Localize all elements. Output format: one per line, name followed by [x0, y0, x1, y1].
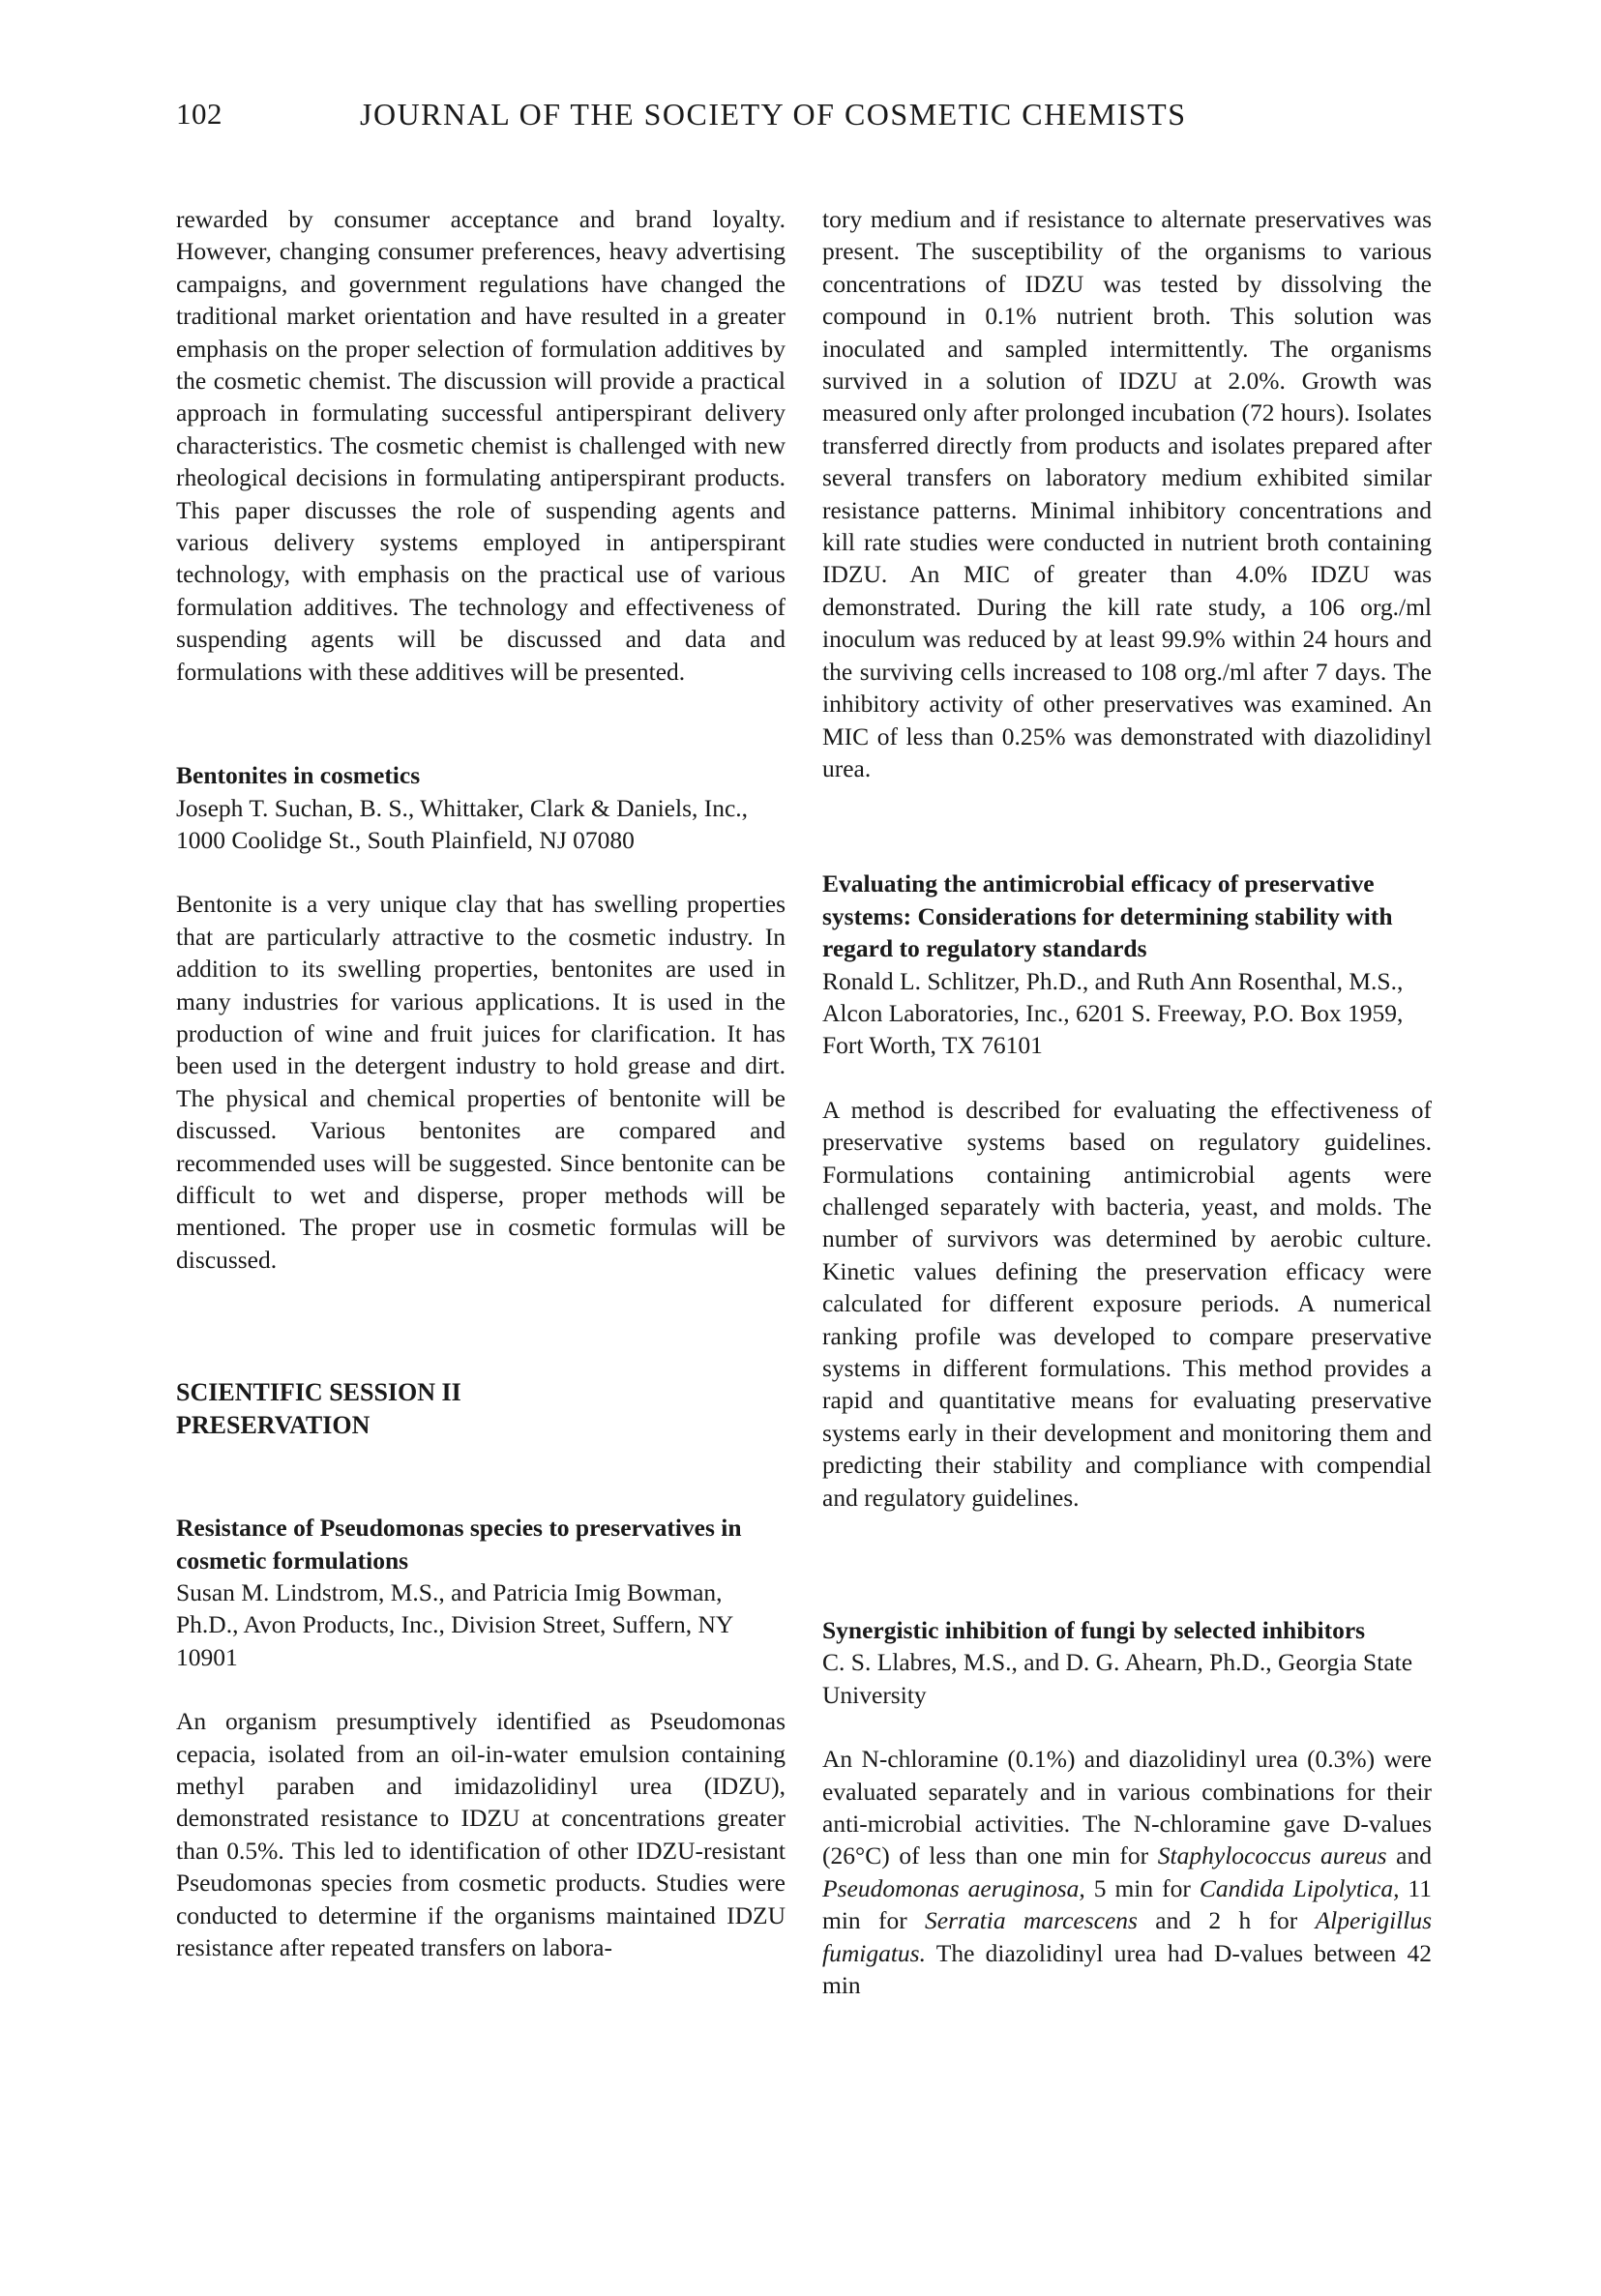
organism-name: Serratia marcescens	[925, 1906, 1138, 1935]
intro-paragraph: rewarded by consumer acceptance and brand loyalty. However, changing consumer preferences, heavy advertising campaigns, and government regulations have changed the traditional market orientation and have resulted in a greater emphasis on the proper selection of formulation additives by the cosmetic chemist. The discussion will provide a practical approach in formulating successful antiperspirant delivery characteristics. The cosmetic chemist is challenged with new rheological decisions in formulating antiperspirant products. This paper discusses the role of suspending agents and various delivery systems employed in antiperspirant technology, with emphasis on the practical use of various formulation additives. The technology and effectiveness of suspending agents will be discussed and data and formulations with these additives will be presented.	[176, 205, 786, 686]
organism-name: Pseudomonas aeruginosa,	[822, 1873, 1085, 1902]
organism-name: Candida Lipolytica,	[1199, 1873, 1400, 1902]
body-text: and 2 h for	[1137, 1906, 1316, 1935]
organism-name: Alperigillus fumigatus.	[822, 1906, 1432, 1967]
session-title-line1: SCIENTIFIC SESSION II	[176, 1378, 461, 1407]
abstract-body: A method is described for evaluating the effectiveness of preservative systems based on regulatory guidelines. Formulations containing antimicrobial agents were challenged separately with bacteria, yeast, and molds. The number of survivors was determined by aerobic culture. Kinetic values defining the preservation efficacy were calculated for different exposure periods. A numerical ranking profile was developed to compare preservative systems in different formulations. This method provides a rapid and quantitative means for evaluating preservative systems early in their development and monitoring them and predicting their stability and compliance with compendial and regulatory guidelines.	[822, 1095, 1432, 1512]
right-column	[822, 203, 1432, 2002]
abstract-body: An organism presumptively identified as Pseudomonas cepacia, isolated from an oil-in-water emulsion containing methyl paraben and imidazolidinyl urea (IDZU), demonstrated resistance to IDZU at concentrations greater than 0.5%. This led to identification of other IDZU-resistant Pseudomonas species from cosmetic products. Studies were conducted to determine if the organisms maintained IDZU resistance after repeated transfers on labora-	[176, 1707, 786, 1962]
organism-name: Staphylococcus aureus	[1157, 1841, 1387, 1870]
running-header	[176, 97, 1424, 155]
body-text: 5 min for	[1084, 1873, 1200, 1902]
bentonites-abstract	[176, 759, 786, 1276]
body-text: and	[1386, 1841, 1432, 1870]
body-text: 11 min for	[822, 1873, 1432, 1935]
body-text: An N-chloramine (0.1%) and diazolidinyl urea (0.3%) were evaluated separately and in various combinations for their anti-microbial activities. The N-chloramine gave D-values (26°C) of less than one min for	[822, 1745, 1432, 1870]
abstract-body	[822, 1743, 1432, 2001]
abstract-body: Bentonite is a very unique clay that has swelling properties that are particularly attractive to the cosmetic industry. In addition to its swelling properties, bentonites are used in many industries for various applications. It is used in the production of wine and fruit juices for clarification. It has been used in the detergent industry to hold grease and dirt. The physical and chemical properties of bentonite will be discussed. Various bentonites are compared and recommended uses will be suggested. Since bentonite can be difficult to wet and disperse, proper methods will be mentioned. The proper use in cosmetic formulas will be discussed.	[176, 890, 786, 1274]
body-text: The diazolidinyl urea had D-values between 42 min	[822, 1938, 1432, 2000]
abstract-title: Resistance of Pseudomonas species to preservatives in cosmetic formulations	[176, 1514, 742, 1575]
left-column	[176, 203, 786, 1963]
abstract-title: Synergistic inhibition of fungi by selected inhibitors	[822, 1616, 1366, 1645]
session-title-line2: PRESERVATION	[176, 1411, 371, 1440]
journal-title: JOURNAL OF THE SOCIETY OF COSMETIC CHEMISTS	[360, 97, 1187, 132]
page-number: 102	[176, 97, 222, 131]
pseudomonas-abstract	[176, 1512, 786, 1963]
synergistic-abstract	[822, 1614, 1432, 2001]
abstract-title: Bentonites in cosmetics	[176, 761, 421, 790]
abstract-authors: Joseph T. Suchan, B. S., Whittaker, Clark & Daniels, Inc., 1000 Coolidge St., South Plainfield, NJ 07080	[176, 793, 749, 854]
session-heading	[176, 1376, 786, 1442]
abstract-title: Evaluating the antimicrobial efficacy of preservative systems: Considerations for determining stability with regard to regulatory standards	[822, 869, 1393, 963]
efficacy-abstract	[822, 868, 1432, 1514]
continued-paragraph: tory medium and if resistance to alternate preservatives was present. The susceptibility of the organisms to various concentrations of IDZU was tested by dissolving the compound in 0.1% nutrient broth. This solution was inoculated and sampled intermittently. The organisms survived in a solution of IDZU at 2.0%. Growth was measured only after prolonged incubation (72 hours). Isolates transferred directly from products and isolates prepared after several transfers on laboratory medium exhibited similar resistance patterns. Minimal inhibitory concentrations and kill rate studies were conducted in nutrient broth containing IDZU. An MIC of greater than 4.0% IDZU was demonstrated. During the kill rate study, a 106 org./ml inoculum was reduced by at least 99.9% within 24 hours and the surviving cells increased to 108 org./ml after 7 days. The inhibitory activity of other preservatives was examined. An MIC of less than 0.25% was demonstrated with diazolidinyl urea.	[822, 205, 1432, 782]
abstract-authors: Ronald L. Schlitzer, Ph.D., and Ruth Ann Rosenthal, M.S., Alcon Laboratories, Inc., 6201 S. Freeway, P.O. Box 1959, Fort Worth, TX 76101	[822, 966, 1404, 1060]
abstract-authors: Susan M. Lindstrom, M.S., and Patricia Imig Bowman, Ph.D., Avon Products, Inc., Division Street, Suffern, NY 10901	[176, 1578, 733, 1671]
abstract-authors: C. S. Llabres, M.S., and D. G. Ahearn, Ph.D., Georgia State University	[822, 1648, 1413, 1709]
